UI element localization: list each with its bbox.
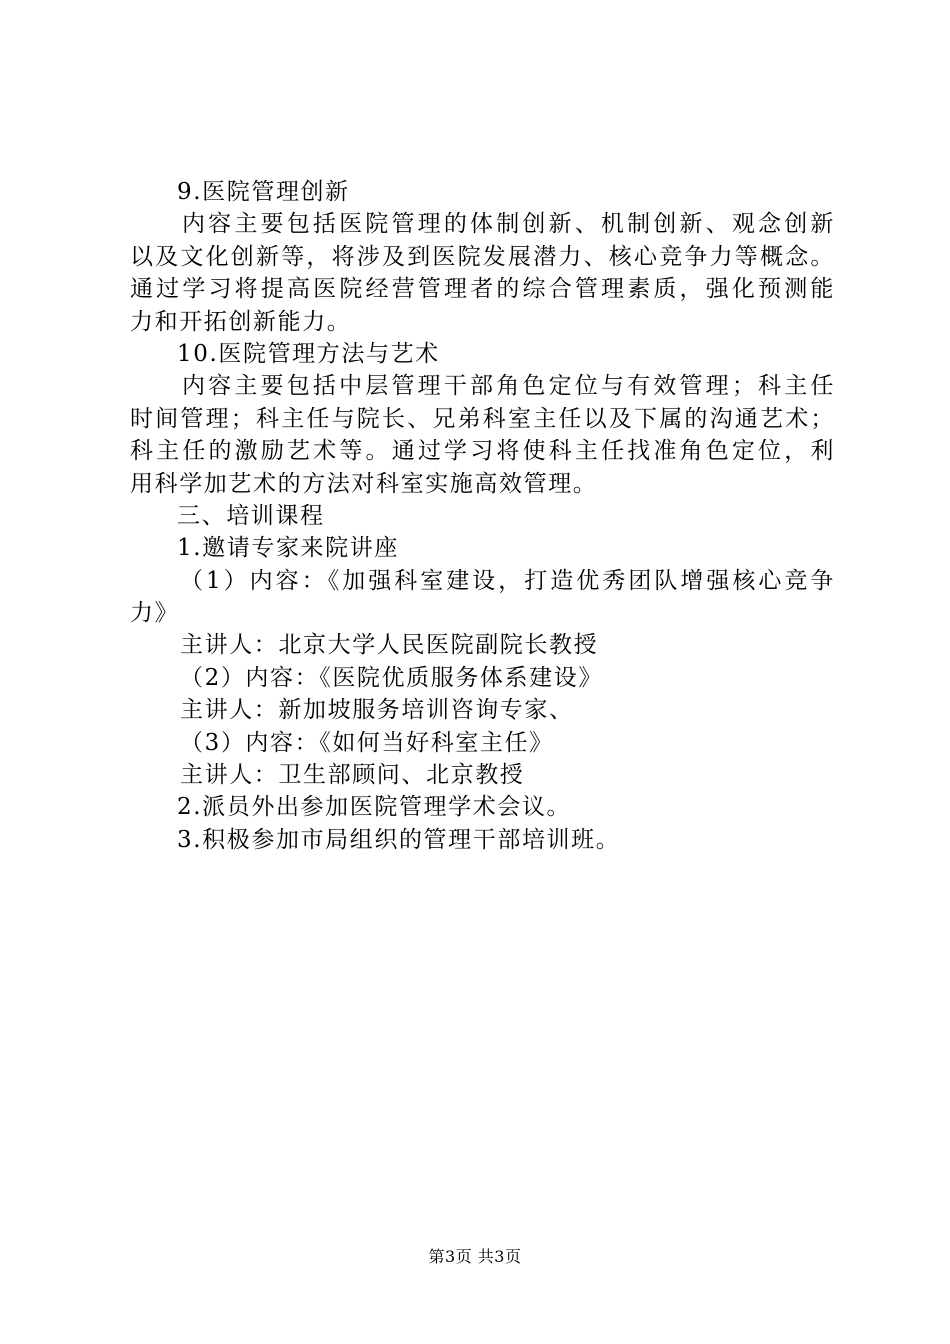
speaker-line: 主讲人：北京大学人民医院副院长教授 bbox=[180, 632, 599, 659]
paragraph-line: 内容主要包括中层管理干部角色定位与有效管理；科主任 bbox=[182, 373, 835, 400]
section-heading: 10.医院管理方法与艺术 bbox=[177, 340, 440, 367]
paragraph-line: 以及文化创新等，将涉及到医院发展潜力、核心竞争力等概念。 bbox=[130, 243, 835, 270]
paragraph-line: 科主任的激励艺术等。通过学习将使科主任找准角色定位，利 bbox=[130, 438, 835, 465]
list-item: 3.积极参加市局组织的管理干部培训班。 bbox=[177, 826, 621, 853]
list-item: （1）内容：《加强科室建设，打造优秀团队增强核心竞争 bbox=[180, 567, 835, 594]
paragraph-line: 内容主要包括医院管理的体制创新、机制创新、观念创新 bbox=[182, 211, 835, 238]
paragraph-line: 用科学加艺术的方法对科室实施高效管理。 bbox=[130, 470, 598, 497]
list-item: （2）内容：《医院优质服务体系建设》 bbox=[180, 664, 603, 691]
paragraph-line: 力和开拓创新能力。 bbox=[130, 308, 352, 335]
list-item: 2.派员外出参加医院管理学术会议。 bbox=[177, 794, 572, 821]
speaker-line: 主讲人：新加坡服务培训咨询专家、 bbox=[180, 697, 574, 724]
section-heading: 9.医院管理创新 bbox=[177, 179, 350, 205]
speaker-line: 主讲人：卫生部顾问、北京教授 bbox=[180, 762, 525, 789]
paragraph-line: 通过学习将提高医院经营管理者的综合管理素质，强化预测能 bbox=[130, 276, 835, 303]
list-item-continuation: 力》 bbox=[130, 600, 180, 627]
list-item: 1.邀请专家来院讲座 bbox=[177, 535, 399, 562]
paragraph-line: 时间管理；科主任与院长、兄弟科室主任以及下属的沟通艺术； bbox=[130, 405, 835, 432]
page-number-footer: 第3页 共3页 bbox=[428, 1247, 522, 1266]
list-item: （3）内容：《如何当好科室主任》 bbox=[180, 729, 554, 756]
section-heading: 三、培训课程 bbox=[177, 502, 325, 529]
document-body bbox=[130, 176, 835, 856]
